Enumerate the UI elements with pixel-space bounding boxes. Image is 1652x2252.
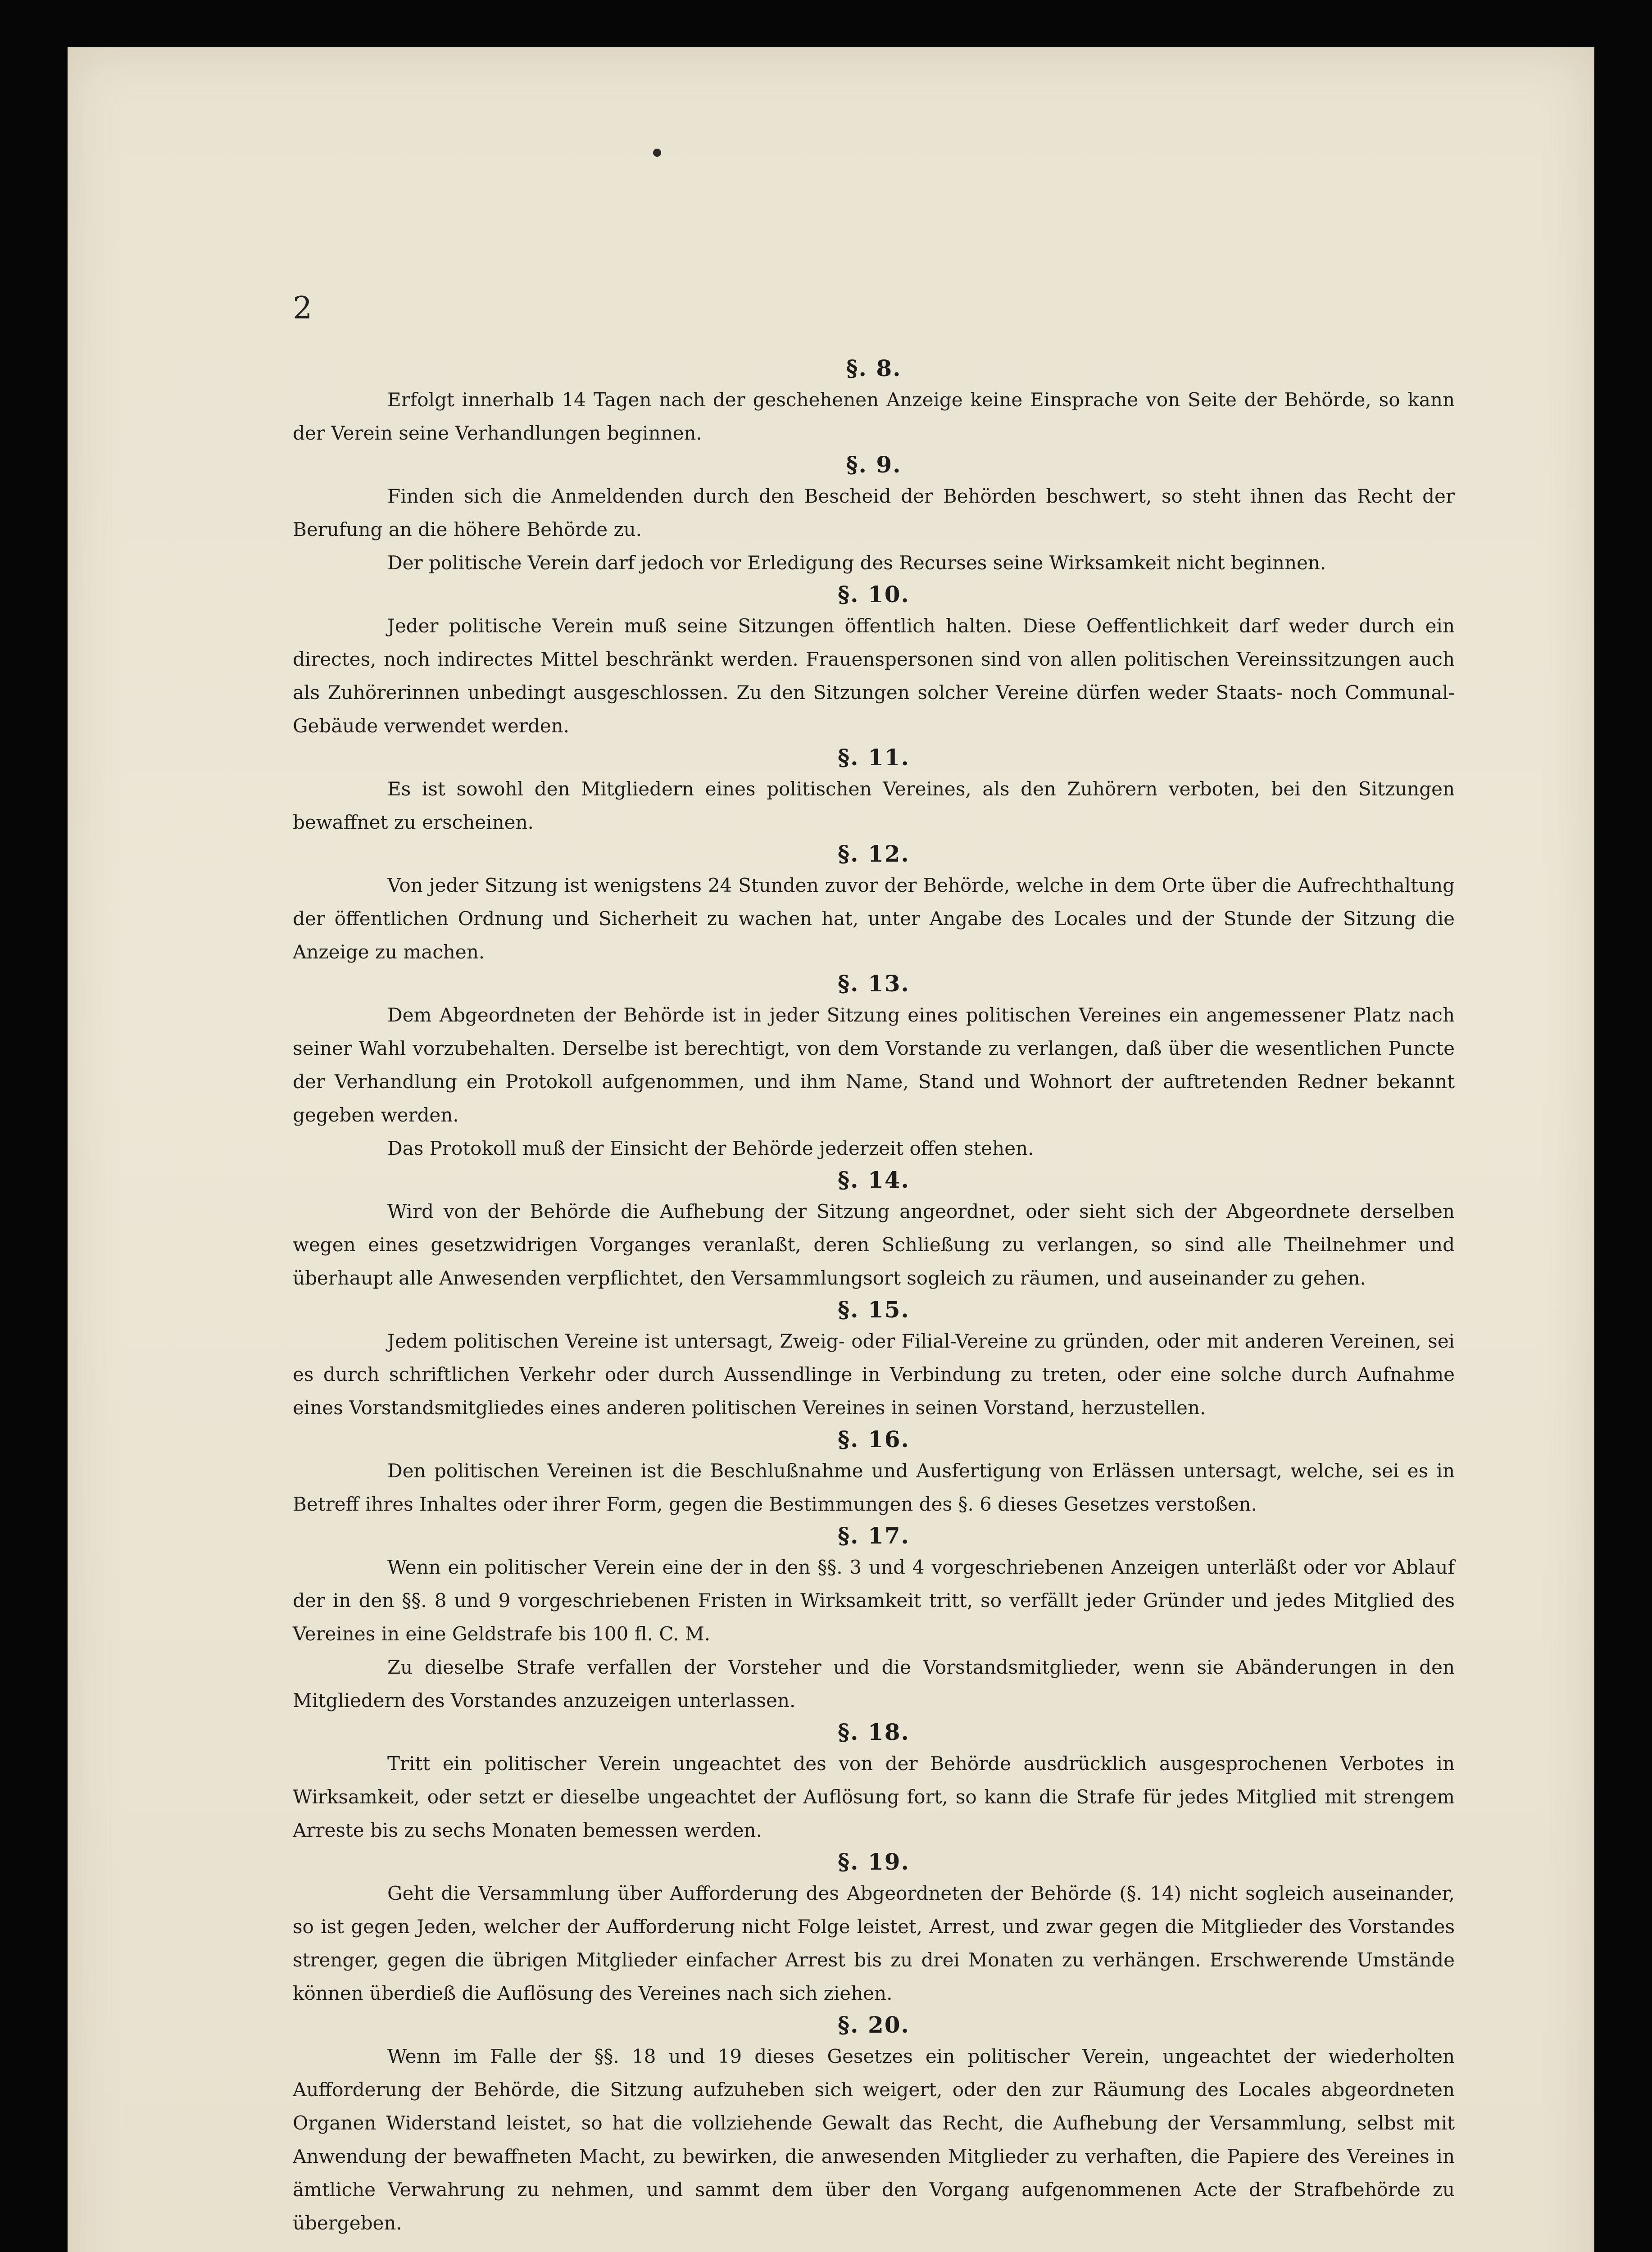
section-paragraph: Dem Abgeordneten der Behörde ist in jeder Sitzung eines politischen Vereines ein angemessener Platz nach seiner Wahl vorzubehalten. Derselbe ist berechtigt, von dem Vorstande zu verlangen, daß über die wesentlichen Puncte der Verhandlung ein Protokoll aufgenommen, und ihm Name, Stand und Wohnort der auftretenden Redner bekannt gegeben werden. [293, 1004, 1455, 1126]
section-heading: §. 16. [838, 1426, 910, 1453]
law-section [293, 1521, 1455, 1717]
law-section [293, 839, 1455, 969]
section-paragraph: Tritt ein politischer Verein ungeachtet des von der Behörde ausdrücklich ausgesprochenen Verbotes in Wirksamkeit, oder setzt er dieselbe ungeachtet der Auflösung fort, so kann die Strafe für jedes Mitglied mit strengem Arreste bis zu sechs Monaten bemessen werden. [293, 1753, 1455, 1841]
section-paragraph: Das Protokoll muß der Einsicht der Behörde jederzeit offen stehen. [387, 1137, 1034, 1159]
section-paragraph: Jeder politische Verein muß seine Sitzungen öffentlich halten. Diese Oeffentlichkeit darf weder durch ein directes, noch indirectes Mittel beschränkt werden. Frauenspersonen sind von allen politischen Vereinssitzungen auch als Zuhörerinnen unbedingt ausgeschlossen. Zu den Sitzungen solcher Vereine dürfen weder Staats- noch Communal-Gebäude verwendet werden. [293, 615, 1455, 737]
section-paragraph: Jedem politischen Vereine ist untersagt, Zweig- oder Filial-Vereine zu gründen, oder mit anderen Vereinen, sei es durch schriftlichen Verkehr oder durch Aussendlinge in Verbindung zu treten, oder eine solche durch Aufnahme eines Vorstandsmitgliedes eines anderen politischen Vereines in seinen Vorstand, herzustellen. [293, 1330, 1455, 1419]
law-text-block [293, 354, 1455, 2240]
section-paragraph: Geht die Versammlung über Aufforderung des Abgeordneten der Behörde (§. 14) nicht sogleich auseinander, so ist gegen Jeden, welcher der Aufforderung nicht Folge leistet, Arrest, und zwar gegen die Mitglieder des Vorstandes strenger, gegen die übrigen Mitglieder einfacher Arrest bis zu drei Monaten zu verhängen. Erschwerende Umstände können überdieß die Auflösung des Vereines nach sich ziehen. [293, 1882, 1455, 2004]
section-heading: §. 11. [838, 744, 910, 771]
section-heading: §. 12. [838, 840, 910, 867]
law-section [293, 580, 1455, 743]
section-paragraph: Finden sich die Anmeldenden durch den Bescheid der Behörden beschwert, so steht ihnen das Recht der Berufung an die höhere Behörde zu. [293, 485, 1455, 540]
law-section [293, 1165, 1455, 1295]
section-heading: §. 13. [838, 970, 910, 997]
section-heading: §. 18. [838, 1719, 910, 1745]
page-number: 2 [293, 291, 313, 326]
section-paragraph: Es ist sowohl den Mitgliedern eines politischen Vereines, als den Zuhörern verboten, bei den Sitzungen bewaffnet zu erscheinen. [293, 778, 1455, 833]
section-heading: §. 10. [838, 581, 910, 608]
law-section [293, 1717, 1455, 1847]
section-paragraph: Erfolgt innerhalb 14 Tagen nach der geschehenen Anzeige keine Einsprache von Seite der Behörde, so kann der Verein seine Verhandlungen beginnen. [293, 389, 1455, 444]
law-section [293, 1425, 1455, 1521]
section-paragraph: Den politischen Vereinen ist die Beschlußnahme und Ausfertigung von Erlässen untersagt, welche, sei es in Betreff ihres Inhaltes oder ihrer Form, gegen die Bestimmungen des §. 6 dieses Gesetzes verstoßen. [293, 1460, 1455, 1515]
section-paragraph: Der politische Verein darf jedoch vor Erledigung des Recurses seine Wirksamkeit nicht beginnen. [387, 552, 1326, 574]
law-section [293, 450, 1455, 580]
section-heading: §. 15. [838, 1296, 910, 1323]
section-paragraph: Zu dieselbe Strafe verfallen der Vorsteher und die Vorstandsmitglieder, wenn sie Abänderungen in den Mitgliedern des Vorstandes anzuzeigen unterlassen. [293, 1656, 1455, 1712]
law-section [293, 743, 1455, 839]
law-section [293, 1295, 1455, 1425]
section-paragraph: Wenn ein politischer Verein eine der in den §§. 3 und 4 vorgeschriebenen Anzeigen unterläßt oder vor Ablauf der in den §§. 8 und 9 vorgeschriebenen Fristen in Wirksamkeit tritt, so verfällt jeder Gründer und jedes Mitglied des Vereines in eine Geldstrafe bis 100 fl. C. M. [293, 1556, 1455, 1645]
section-heading: §. 8. [846, 355, 902, 381]
law-section [293, 2010, 1455, 2240]
section-heading: §. 19. [838, 1848, 910, 1875]
section-heading: §. 17. [838, 1522, 910, 1549]
law-section [293, 354, 1455, 450]
section-heading: §. 9. [846, 451, 902, 478]
law-section [293, 969, 1455, 1165]
ink-dot-mark [653, 149, 661, 157]
document-page [68, 47, 1594, 2252]
section-heading: §. 20. [838, 2011, 910, 2038]
section-paragraph: Von jeder Sitzung ist wenigstens 24 Stunden zuvor der Behörde, welche in dem Orte über die Aufrechthaltung der öffentlichen Ordnung und Sicherheit zu wachen hat, unter Angabe des Locales und der Stunde der Sitzung die Anzeige zu machen. [293, 874, 1455, 963]
section-paragraph: Wird von der Behörde die Aufhebung der Sitzung angeordnet, oder sieht sich der Abgeordnete derselben wegen eines gesetzwidrigen Vorganges veranlaßt, deren Schließung zu verlangen, so sind alle Theilnehmer und überhaupt alle Anwesenden verpflichtet, den Versammlungsort sogleich zu räumen, und auseinander zu gehen. [293, 1200, 1455, 1289]
section-heading: §. 14. [838, 1167, 910, 1193]
section-paragraph: Wenn im Falle der §§. 18 und 19 dieses Gesetzes ein politischer Verein, ungeachtet der wiederholten Aufforderung der Behörde, die Sitzung aufzuheben sich weigert, oder den zur Räumung des Locales abgeordneten Organen Widerstand leistet, so hat die vollziehende Gewalt das Recht, die Aufhebung der Versammlung, selbst mit Anwendung der bewaffneten Macht, zu bewirken, die anwesenden Mitglieder zu verhaften, die Papiere des Vereines in ämtliche Verwahrung zu nehmen, und sammt dem über den Vorgang aufgenommenen Acte der Strafbehörde zu übergeben. [293, 2045, 1455, 2234]
law-section [293, 1847, 1455, 2010]
